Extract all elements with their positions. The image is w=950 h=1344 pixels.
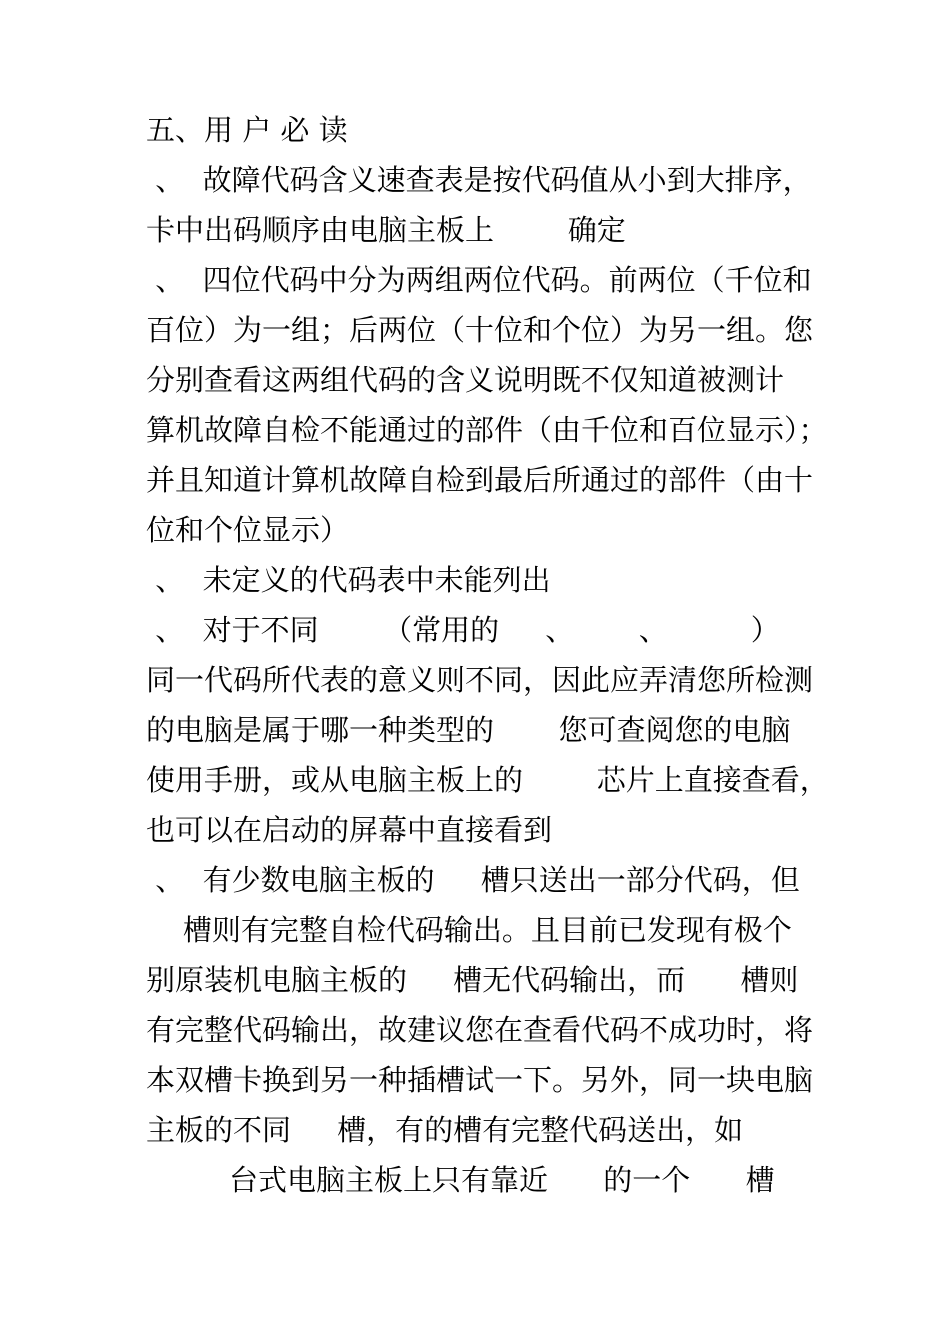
section-heading: 五、用 户 必 读 bbox=[146, 113, 348, 147]
text-line: 分别查看这两组代码的含义说明既不仅知道被测计 bbox=[146, 363, 785, 397]
text-line: 卡中出码顺序由电脑主板上 确定 bbox=[146, 213, 626, 247]
text-line: 的电脑是属于哪一种类型的 您可查阅您的电脑 bbox=[146, 713, 791, 747]
text-line: 本双槽卡换到另一种插槽试一下。另外，同一块电脑 bbox=[146, 1063, 814, 1097]
text-line: 、 四位代码中分为两组两位代码。前两位（千位和 bbox=[146, 263, 812, 297]
text-line: 台式电脑主板上只有靠近 的一个 槽 bbox=[146, 1163, 775, 1197]
text-line: 、 故障代码含义速查表是按代码值从小到大排序， bbox=[146, 163, 812, 197]
text-line: 别原装机电脑主板的 槽无代码输出，而 槽则 bbox=[146, 963, 799, 997]
text-line: 、 对于不同 （常用的 、 、 ） bbox=[146, 613, 780, 647]
text-line: 同一代码所代表的意义则不同，因此应弄清您所检测 bbox=[146, 663, 814, 697]
text-line: 主板的不同 槽，有的槽有完整代码送出，如 bbox=[146, 1113, 744, 1147]
text-line: 槽则有完整自检代码输出。且目前已发现有极个 bbox=[146, 913, 792, 947]
text-line: 也可以在启动的屏幕中直接看到 bbox=[146, 813, 553, 847]
text-line: 并且知道计算机故障自检到最后所通过的部件（由十 bbox=[146, 463, 814, 497]
text-line: 算机故障自检不能通过的部件（由千位和百位显示）； bbox=[146, 413, 828, 447]
text-line: 使用手册，或从电脑主板上的 芯片上直接查看， bbox=[146, 763, 829, 797]
text-line: 、 有少数电脑主板的 槽只送出一部分代码，但 bbox=[146, 863, 800, 897]
text-line: 有完整代码输出，故建议您在查看代码不成功时，将 bbox=[146, 1013, 814, 1047]
text-line: 百位）为一组；后两位（十位和个位）为另一组。您 bbox=[146, 313, 814, 347]
text-line: 位和个位显示） bbox=[146, 513, 350, 547]
text-line: 、 未定义的代码表中未能列出 bbox=[146, 563, 551, 597]
